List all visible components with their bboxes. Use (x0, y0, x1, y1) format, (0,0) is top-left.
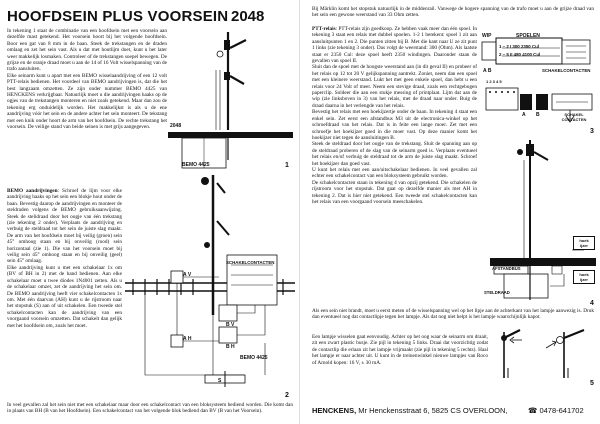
footer-phone: 0478-641702 (539, 406, 584, 415)
fig1-label: 2048 (170, 123, 182, 129)
figure-1 (168, 30, 293, 170)
signal-lamp-icon (224, 40, 230, 50)
ptt-paragraph: : PTT-relais zijn goedkoop. Ze hebben vaak meer dan één spoel. In tekening 3 staat een relais met dubbel spoelen. 1-2 1 betekent: spoel 1 zit aan aansluitpunten 1 en 2. Die punten zitten bij B. Met die kant naar U ze zit punt 1 links (zie tekening 3 onder). Das volgt de weerstand: 300 (Ohm). Als laatste staat er 2350 Cul: deze spoel heeft 2350 windingen. Daaronder staan de gevallen van spoel II. (312, 26, 477, 65)
switch-ah-icon (171, 335, 183, 347)
ptt-paragraph-4: Steek de steldraad door het oogje van de trekstang. Sluit de spanning aan op de steldraad proberen of de slag van de seinarm goed is. Verplaats eventueel het relais en/of verbuig de steldraad tot de arm de juiste slag maakt. Schroef het hoekijzer dan goed vast. (312, 141, 477, 167)
av-label: A V (183, 272, 192, 278)
figure-5 (494, 328, 598, 386)
top-text: Bij Märklin komt het stopstuk natuurlijk in de middenrail. Vanwege de hogere spanning van de trafo moet u aan de grijze draad van het sein een gewone weerstand van 33 Ohm zetten. (312, 6, 594, 19)
a-small-label: A (522, 112, 526, 118)
page-title: HOOFDSEIN PLUS VOORSEIN (7, 8, 229, 25)
fig2-number: 2 (285, 392, 289, 399)
switch-av-icon (171, 271, 183, 283)
footer (312, 406, 508, 415)
wip-label: WIP (482, 33, 492, 39)
schakelcontacten-right-label: SCHAKELCONTACTEN (542, 68, 591, 73)
s-label: S (218, 378, 222, 384)
bh-label: B H (226, 344, 235, 350)
product-number: 2048 (231, 8, 265, 25)
footer-company: HENCKENS, (312, 406, 357, 415)
steldraad-label: STELDRAAD (484, 290, 510, 295)
ptt-paragraph-3: Bevestig het relais met een hoekijzertje onder de baan. In tekening 4 staat een enkel sein. Zet eerst een afstandbus M3 uit de electronica-winkel op het schroefdraad van het relais. Dat is in feite een lange moer. Zet met een schroefje het hoekijzer goed in die moer vast. Op deze manier komt het hoekijzer niet tegen de aansluitingen B. (312, 109, 477, 141)
schakel-paragraph: De schakelcontacten staan in tekening 4 van opzij getekend. Die schakelen de rijstroom voor het stopstuk. Dat gaat op dezelfde manier als met AH in tekening 2. Dat is hier niet getekend. Een tweede stel schakelcontacten kan het relais van een voorgaand voorsein meeschakelen. (312, 179, 477, 205)
relay-icon (504, 274, 548, 298)
switch-bv-icon (219, 305, 237, 321)
right-page (300, 0, 600, 424)
bemo-heading: BEMO aandrijvingen (7, 188, 58, 194)
switch-paragraph: Elke aandrijving kunt u met een schakelaar 1x om (BV of BH in 2) met de hand bedienen. Aan elke schakelaar moet u twee diodes 1N4001 zetten. Als u de schakelaar omzet, zet de aandrijving het sein om. De BEMO aandrijving heeft vier schakelcontacten 1x om. Met één daarvan (AH) kunt u de rijstroom naar het stopstuk (S) aan of uit schakelen. Een tweede stel schakelcontacten kan de aandrijving van een voorgaand voorsein omzetten. Dat schakelt dan gelijk met het hoofdsein om, zoals het moet. (7, 264, 122, 329)
signal-arm-icon (230, 40, 246, 48)
phone-icon: ☎ (528, 406, 538, 415)
bemo-label-top: BEMO 4425 (182, 162, 210, 168)
hoek-ijzer-label-2: hoek ijzer (573, 270, 595, 284)
intro-paragraph: In tekening 1 staat de combinatie van een hoofdsein met een voorsein aan dezelfde mast getekend. Het voorsein hoort bij het volgende hoofdsein. Boor een gat van 8 mm in de baan. Steek de trekstangen en de draden omlaag en zet het sein vast. Als u dat met houtlijm doet, kunt u het later weer makkelijk losmaken. Controleer of de trekstangen soepel bewegen. De grijze en de oranje draad moet u aan de 14 of 16 Volt wisselspanning van de trafo aansluiten. (7, 28, 167, 73)
ptt-text (312, 26, 477, 205)
pins-label: 1 2 3 4 5 (486, 79, 502, 84)
afstandbus-label: AFSTANDBUS (492, 266, 521, 271)
schakelcontacten-label: SCHAKELCONTACTEN (226, 260, 275, 265)
bemo-text (7, 188, 122, 329)
bottom-text: In veel gevallen zal het sein niet met een schakelaar maar door een schakelcontact van een bloksysteem bediend worden. Die komt dan in plaats van BH (B van het Hoofdsein). Een schakelcontact van het volgende blok bediend dan BV (B van het Voorsein). (7, 402, 293, 415)
spoel-row-2: 2 – 5 II 480 4100 Cul (499, 52, 541, 57)
hoek-ijzer-label: hoek ijzer (573, 236, 595, 250)
spoelen-label: SPOELEN (516, 33, 540, 39)
spoel-row-1: 1 – 2 I 300 2350 Cul (499, 44, 540, 49)
bottom-text-right: Als een sein niet brandt, moet u eerst meten of de wisselspanning wel op het lipje aan de achterkant van het lampje aanwezig is. Druk dan eventueel nog dat contactlipje tegen het lampje. Als dat nog niet helpt is het lampje waarschijnlijk kapot. (312, 308, 594, 321)
schakel-small-label: SCHAKEL CONTACTEN (561, 112, 587, 122)
fig1-number: 1 (285, 162, 289, 169)
ah-label: A H (183, 336, 192, 342)
ptt-paragraph-2: Sluit dan de spoel met de hoogste weerstand aan (in dit geval II) en probeer of het relais op 12 tot 20 V gelijkspanning aantrekt. Zoniet, neem dan een spoel met een kleinere weerstand. Lukt het met geen enkele spoel, dan hebt u een relais voor 24 Volt of meer. Neem een stevige draad, zoals een rechtgebogen paperclip. Soldeer die aan een stukje messing of printplaat. Lijm dat aan de wip (zie linksboven in 3) van het relais, met de draad naar onder. Buig de draad daarna in het verlengde van het relais. (312, 64, 477, 109)
ab-label: A B (483, 68, 492, 74)
bemo-paragraph: Elke seinarm kunt u apart met een BEMO wisselaandrijving of een 12 volt PTT-relais bedienen. Het voordeel van BEMO aandrijvingen is, dat die het best langzaam omzetten. Ze zijn onder nummer BEMO 4425 van HENCKENS verkrijgbaar. Natuurlijk moet u die aandrijvingen haaks op de ogjes van de trekstangen monteren en niet zoals getekend. Maar dan zou de tekening erg onduidelijk worden. Het makkelijkst is als u de ene aandrijving vóór het sein en de andere achter het sein monteert. De tekstang met een knik onder hoort de arm van het hoofdsein. De rechte trekstang het voorsein. De veilige stand van beide seinen is met grijs aangegeven. (7, 72, 167, 131)
b-small-label: B (536, 112, 540, 118)
aanuit-paragraph: U kunt het relais met een aan/uitschakelaar bedienen. In veel gevallen zal echter een schakelcontact van een bloksysteem gebruikt worden. (312, 166, 477, 180)
intro-text (7, 28, 167, 131)
fig4-number: 4 (590, 300, 594, 307)
lamp-right-icon (546, 330, 584, 378)
fig5-number: 5 (590, 380, 594, 387)
bv-label: B V (226, 322, 235, 328)
footer-address: Mr Henckensstraat 6, 5825 CS OVERLOON, (358, 406, 508, 415)
ptt-heading: PTT-relais (312, 26, 336, 32)
bemo-detail: : Schroef de lijm voor elke aandrijving haaks op het sein een blokje hout onder de baan. Bevestig daarop de aandrijvingen en monteer de steldraden volgens de BEMO gebruiksaanwijzing. Steek de stelidraad door het oogje van één trekstang (zie tekening 2 onder). Verplaats de aandrijving en verbuig de steldraad tot het sein de juiste slag maakt. De arm van het hoofdsein moet bij veilig (groen) sein 45° omhoog staan en bij onveilig (rood) sein horizontaal (zie 1). Die van het voorsein moet bij veilig sein 45° omhoog staan en bij onveilig (geel) sein 45° omlaag. (7, 188, 122, 265)
lamp-left-icon (501, 330, 522, 378)
switch-bh-icon (219, 327, 237, 343)
fig3-number: 3 (590, 128, 594, 135)
figure-2 (125, 175, 295, 397)
footer-phone-block (528, 406, 584, 415)
lamp-text: Een lampje wisselen gaat eenvoudig. Achter op het oog waar de seinarm om draait, zit een zwart plastic busje. Zie pijl in tekening 5 links. Draai dat voorzichtig zodat de contactlip die erlaan zit het lampje vrijmaakt (zie pijl in tekening 5 rechts). Haal het lampje er naar achter uit. U kunt in de treinenwinkel nieuwe lampjes van Roco of Arnold kopen: 16 V, ± 30 mA. (312, 334, 488, 366)
figure-3-pins (486, 80, 596, 138)
bemo-label-bottom: BEMO 4425 (240, 355, 268, 361)
